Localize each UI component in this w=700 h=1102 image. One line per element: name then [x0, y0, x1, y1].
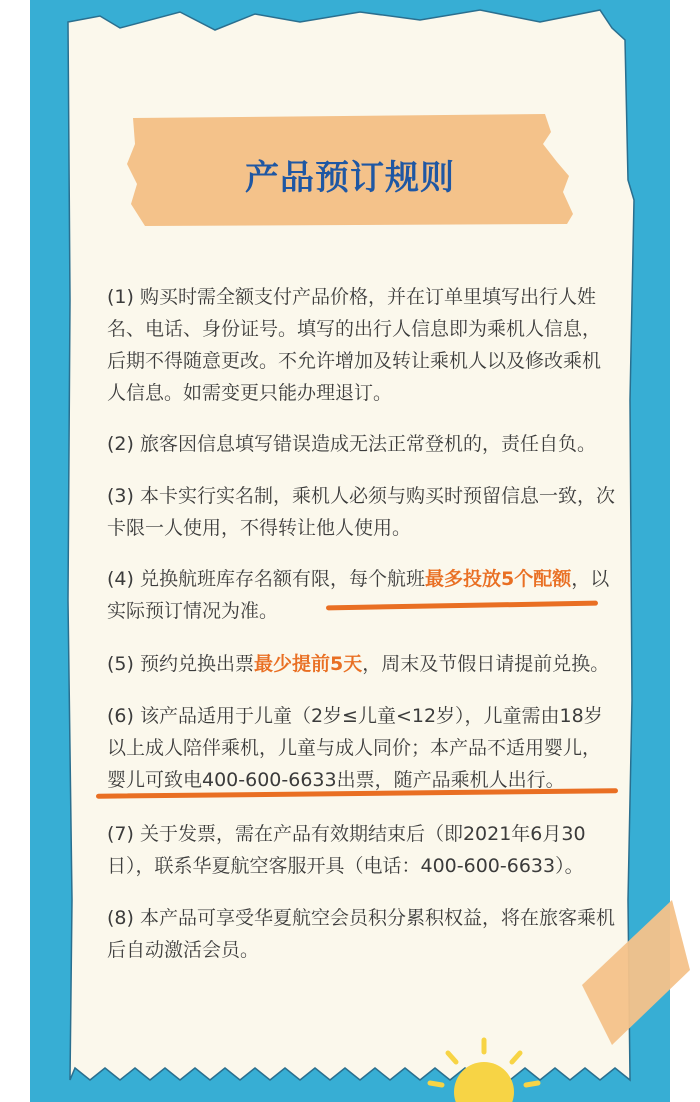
rule-5-text-end: ，周末及节假日请提前兑换。 — [362, 653, 610, 675]
rule-4-highlight: 最多投放5个配额 — [424, 568, 572, 590]
rule-5-highlight: 最少提前5天 — [253, 653, 363, 675]
rule-7: (7) 关于发票，需在产品有效期结束后（即2021年6月30日），联系华夏航空客服开具（电话：400-600-6633）。 — [107, 823, 586, 877]
rule-5-text: (5) 预约兑换出票 — [107, 653, 254, 675]
rule-3: (3) 本卡实行实名制，乘机人必须与购买时预留信息一致，次卡限一人使用，不得转让他人使用。 — [107, 485, 615, 539]
rule-2: (2) 旅客因信息填写错误造成无法正常登机的，责任自负。 — [107, 433, 596, 455]
rule-6: (6) 该产品适用于儿童（2岁≤儿童<12岁），儿童需由18岁以上成人陪伴乘机，儿童与成人同价；本产品不适用婴儿，婴儿可致电400-600-6633出票，随产品乘机人出行。 — [107, 705, 603, 791]
corner-tape — [582, 900, 690, 1045]
rule-8: (8) 本产品可享受华夏航空会员积分累积权益，将在旅客乘机后自动激活会员。 — [107, 907, 615, 961]
sun-icon — [430, 1040, 538, 1102]
rule-1: (1) 购买时需全额支付产品价格，并在订单里填写出行人姓名、电话、身份证号。填写的出行人信息即为乘机人信息，后期不得随意更改。不允许增加及转让乘机人以及修改乘机人信息。如需变更只能办理退订。 — [107, 286, 602, 404]
rule-4-text-end: ，以实际预订情况为准。 — [107, 568, 610, 622]
rule-4-text: (4) 兑换航班库存名额有限，每个航班 — [107, 568, 425, 590]
page-title: 产品预订规则 — [245, 158, 455, 198]
